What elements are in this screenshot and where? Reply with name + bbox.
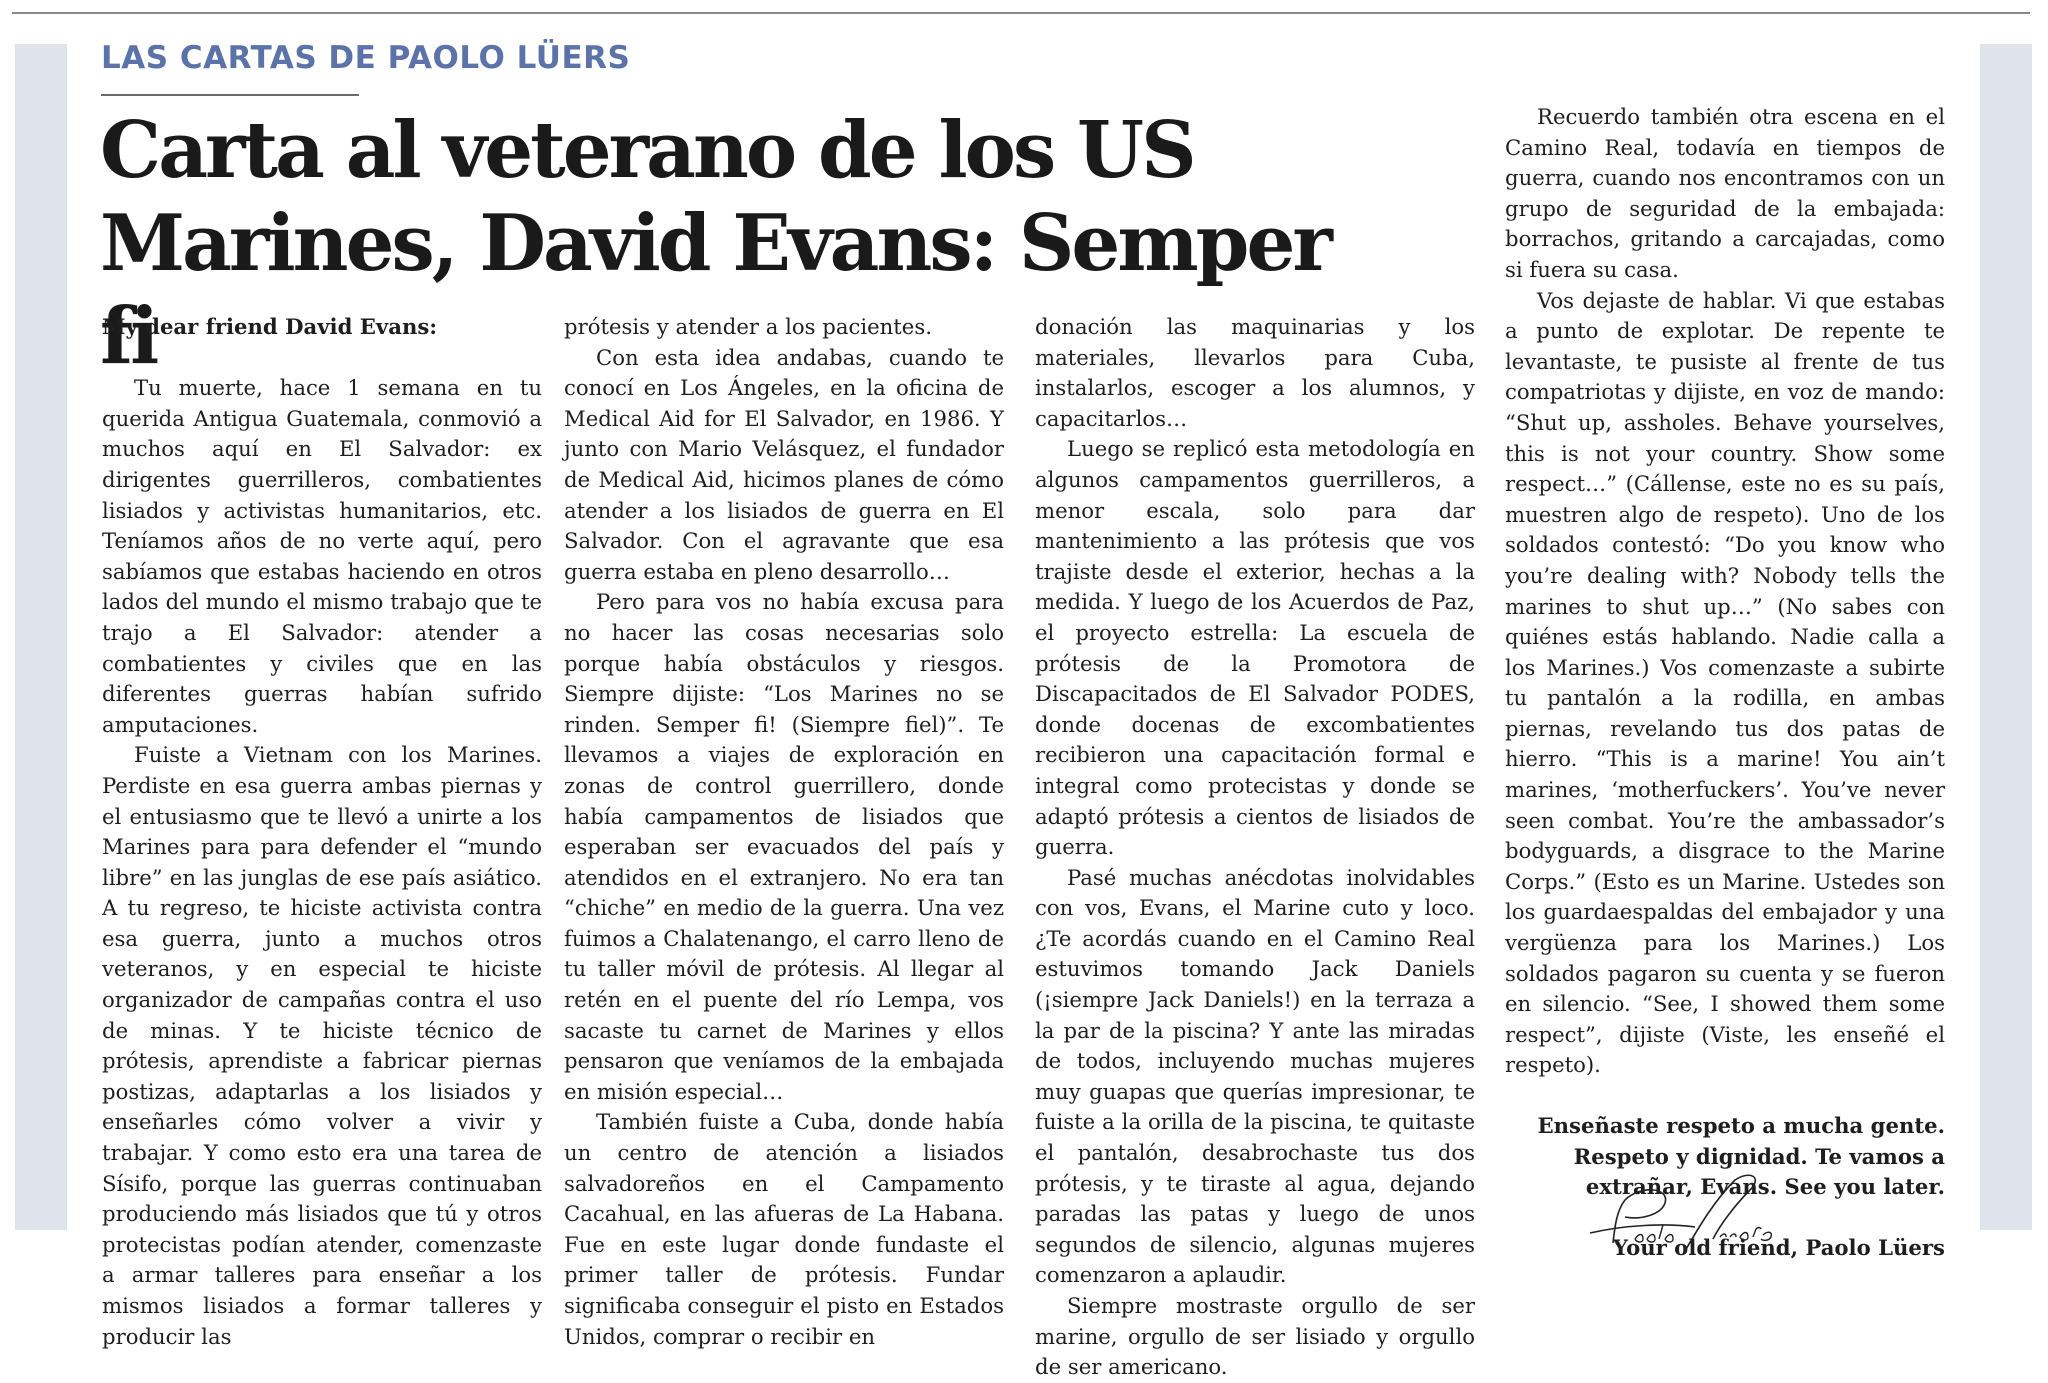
paragraph: prótesis y atender a los pacientes. bbox=[564, 314, 932, 339]
paragraph: Vos dejaste de hablar. Vi que estabas a punto de explotar. De repente te levantaste, te pusiste al frente de tus compatriotas y dijiste, en voz de mando: “Shut up, assholes. Behave yourselves, this is not your country. Show some respect…” (Cállense, este no es su país, muestren algo de respeto). Uno de los soldados contestó: “Do you know who you’re dealing with? Nobody tells the marines to shut up…” (No sabes con quiénes estás hablando. Nadie calla a los Marines.) Vos comenzaste a subirte tu pantalón a la rodilla, en ambas piernas, revelando tus dos patas de hierro. “This is a marine! You ain’t marines, ‘motherfuckers’. You’ve never seen combat. You’re the ambassador’s bodyguards, a disgrace to the Marine Corps.” (Esto es un Marine. Ustedes son los guardaespaldas del embajador y una vergüenza para los Marines.) Los soldados pagaron su cuenta y se fueron en silencio. “See, I showed them some respect”, dijiste (Viste, les enseñé el respeto). bbox=[1505, 287, 1945, 1078]
right-margin-bar bbox=[1980, 44, 2032, 1230]
headline: Carta al veterano de los US Marines, David Evans: Semper fi bbox=[100, 105, 1330, 382]
column-1 bbox=[102, 312, 542, 1352]
closing-statement: Enseñaste respeto a mucha gente. Respeto y dignidad. Te vamos a extrañar, Evans. See you later. bbox=[1537, 1113, 1945, 1200]
salutation: My dear friend David Evans: bbox=[102, 314, 438, 339]
column-4 bbox=[1505, 102, 1945, 1263]
paragraph: Siempre mostraste orgullo de ser marine, orgullo de ser lisiado y orgullo de ser americano. bbox=[1035, 1293, 1475, 1380]
left-margin-bar bbox=[15, 44, 67, 1230]
paragraph: Pero para vos no había excusa para no hacer las cosas necesarias solo porque había obstáculos y riesgos. Siempre dijiste: “Los Marines no se rinden. Semper fi! (Siempre fiel)”. Te llevamos a viajes de exploración en zonas de control guerrillero, donde había campamentos de lisiados que esperaban ser evacuados del país y atendidos en el extranjero. No era tan “chiche” en medio de la guerra. Una vez fuimos a Chalatenango, el carro lleno de tu taller móvil de prótesis. Al llegar al retén en el puente del río Lempa, vos sacaste tu carnet de Marines y ellos pensaron que veníamos de la embajada en misión especial… bbox=[564, 589, 1004, 1104]
section-title: LAS CARTAS DE PAOLO LÜERS bbox=[101, 40, 631, 76]
paragraph: También fuiste a Cuba, donde había un centro de atención a lisiados salvadoreños en el Campamento Cacahual, en las afueras de La Habana. Fue en este lugar donde fundaste el primer taller de prótesis. Fundar significaba conseguir el pisto en Estados Unidos, comprar o recibir en bbox=[564, 1109, 1004, 1349]
top-rule bbox=[12, 12, 2030, 14]
paragraph: Recuerdo también otra escena en el Camino Real, todavía en tiempos de guerra, cuando nos encontramos con un grupo de seguridad de la embajada: borrachos, gritando a carcajadas, como si fuera su casa. bbox=[1505, 104, 1945, 282]
paragraph: Luego se replicó esta metodología en algunos campamentos guerrilleros, a menor escala, solo para dar mantenimiento a las prótesis que vos trajiste desde el exterior, hechas a la medida. Y luego de los Acuerdos de Paz, el proyecto estrella: La escuela de prótesis de la Promotora de Discapacitados de El Salvador PODES, donde docenas de excombatientes recibieron una capacitación formal e integral como protecistas y donde se adaptó prótesis a cientos de lisiados de guerra. bbox=[1035, 436, 1475, 860]
paragraph: Tu muerte, hace 1 semana en tu querida Antigua Guatemala, conmovió a muchos aquí en El Salvador: ex dirigentes guerrilleros, combatientes lisiados y activistas humanitarios, etc. Teníamos años de no verte aquí, pero sabíamos que estabas haciendo en otros lados del mundo el mismo trabajo que te trajo a El Salvador: atender a combatientes y civiles que en las diferentes guerras habían sufrido amputaciones. bbox=[102, 375, 542, 737]
signoff: Your old friend, Paolo Lüers bbox=[1612, 1234, 1945, 1260]
signature-image bbox=[1585, 1165, 1825, 1255]
paragraph: Fuiste a Vietnam con los Marines. Perdiste en esa guerra ambas piernas y el entusiasmo que te llevó a unirte a los Marines para para defender el “mundo libre” en las junglas de ese país asiático. A tu regreso, te hiciste activista contra esa guerra, junto a muchos otros veteranos, y en especial te hiciste organizador de campañas contra el uso de minas. Y te hiciste técnico de prótesis, aprendiste a fabricar piernas postizas, adaptarlas a los lisiados y enseñarles cómo volver a vivir y trabajar. Y como esto era una tarea de Sísifo, porque las guerras continuaban produciendo más lisiados que tú y otros protecistas podían atender, comenzaste a armar talleres para enseñar a los mismos lisiados a formar talleres y producir las bbox=[102, 742, 542, 1349]
column-2 bbox=[564, 312, 1004, 1352]
paragraph: Pasé muchas anécdotas inolvidables con vos, Evans, el Marine cuto y loco. ¿Te acordás cuando en el Camino Real estuvimos tomando Jack Daniels (¡siempre Jack Daniels!) en la terraza a la par de la piscina? Y ante las miradas de todos, incluyendo muchas mujeres muy guapas que querías impresionar, te fuiste a la orilla de la piscina, te quitaste el pantalón, desabrochaste tus dos prótesis, y te tiraste al agua, dejando paradas las patas y luego de unos segundos de silencio, algunas mujeres comenzaron a aplaudir. bbox=[1035, 864, 1475, 1288]
column-3 bbox=[1035, 312, 1475, 1383]
paragraph: Con esta idea andabas, cuando te conocí en Los Ángeles, en la oficina de Medical Aid for El Salvador, en 1986. Y junto con Mario Velásquez, el fundador de Medical Aid, hicimos planes de cómo atender a los lisiados de guerra en El Salvador. Con el agravante que esa guerra estaba en pleno desarrollo… bbox=[564, 344, 1004, 584]
section-rule bbox=[101, 94, 359, 96]
paragraph: donación las maquinarias y los materiales, llevarlos para Cuba, instalarlos, escoger a los alumnos, y capacitarlos… bbox=[1035, 314, 1475, 431]
